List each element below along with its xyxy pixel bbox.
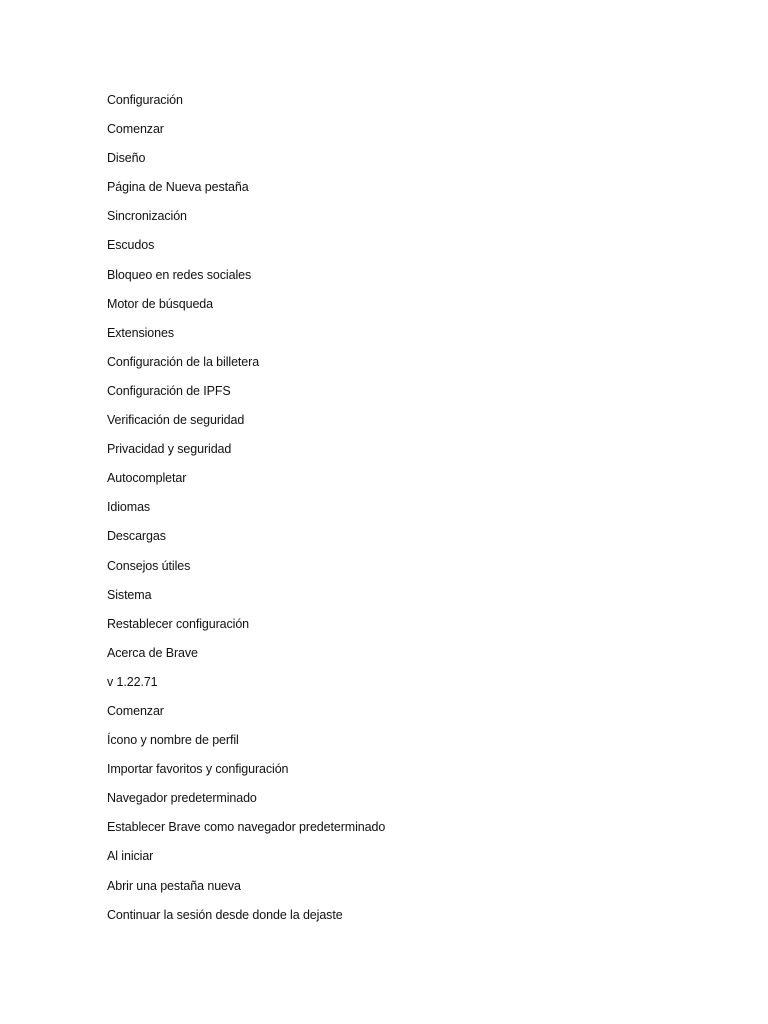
text-line-autocompletar: Autocompletar (107, 471, 187, 486)
text-line-configuracion: Configuración (107, 93, 183, 107)
text-line-consejos-utiles: Consejos útiles (107, 558, 191, 573)
text-line-abrir-pestana-nueva: Abrir una pestaña nueva (107, 878, 241, 893)
text-line-acerca-de-brave: Acerca de Brave (107, 645, 198, 660)
text-line-navegador-predeterminado: Navegador predeterminado (107, 791, 257, 806)
text-line-motor-busqueda: Motor de búsqueda (107, 296, 214, 311)
text-line-verificacion-seguridad: Verificación de seguridad (107, 413, 245, 428)
text-line-continuar-sesion: Continuar la sesión desde donde la dejaste (107, 907, 343, 922)
text-line-comenzar-section: Comenzar (107, 703, 164, 718)
text-line-configuracion-billetera: Configuración de la billetera (107, 354, 260, 369)
text-line-privacidad-seguridad: Privacidad y seguridad (107, 442, 232, 457)
text-line-al-iniciar: Al iniciar (107, 849, 154, 864)
settings-text-list (107, 90, 385, 934)
text-line-restablecer-configuracion: Restablecer configuración (107, 616, 250, 631)
text-line-importar-favoritos: Importar favoritos y configuración (107, 762, 289, 777)
text-line-bloqueo-redes-sociales: Bloqueo en redes sociales (107, 267, 252, 282)
text-line-sistema: Sistema (107, 587, 152, 602)
text-line-version: v 1.22.71 (107, 674, 158, 689)
text-line-comenzar: Comenzar (107, 122, 164, 137)
text-line-diseno: Diseño (107, 151, 146, 166)
text-line-idiomas: Idiomas (107, 500, 151, 515)
text-line-descargas: Descargas (107, 529, 166, 544)
text-line-pagina-nueva-pestana: Página de Nueva pestaña (107, 180, 249, 195)
text-line-configuracion-ipfs: Configuración de IPFS (107, 383, 231, 398)
text-line-establecer-brave-predeterminado: Establecer Brave como navegador predeterminado (107, 820, 386, 835)
text-line-escudos: Escudos (107, 238, 155, 253)
text-line-sincronizacion: Sincronización (107, 209, 187, 224)
text-line-icono-nombre-perfil: Ícono y nombre de perfil (107, 733, 239, 748)
text-line-extensiones: Extensiones (107, 325, 174, 340)
